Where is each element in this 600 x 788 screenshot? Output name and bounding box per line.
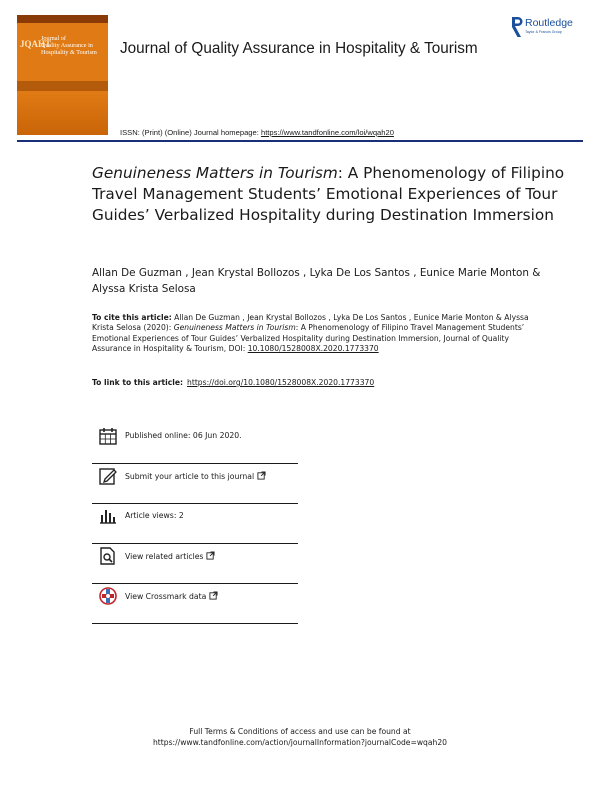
calendar-icon bbox=[98, 426, 118, 446]
external-link-icon bbox=[209, 591, 218, 600]
article-authors: Allan De Guzman , Jean Krystal Bollozos , Lyka De Los Santos , Eunice Marie Monton & Alyssa Krista Selosa bbox=[92, 267, 541, 295]
crossmark-label: View Crossmark data bbox=[125, 592, 207, 601]
footer-terms-text: Full Terms & Conditions of access and use can be found at bbox=[189, 727, 411, 736]
publisher-logo[interactable] bbox=[510, 16, 590, 40]
submit-article-link[interactable] bbox=[125, 471, 266, 481]
row-divider bbox=[92, 623, 298, 624]
publisher-name: Routledge bbox=[525, 17, 573, 29]
article-title-rest: : A Phenomenology of Filipino Travel Management Students’ Emotional Experiences of Tour Guides’ Verbalized Hospitality during Destination Immersion bbox=[92, 164, 565, 224]
routledge-logo-icon bbox=[510, 16, 524, 38]
submit-article-label: Submit your article to this journal bbox=[125, 472, 255, 481]
external-link-icon bbox=[206, 551, 215, 560]
journal-cover-image bbox=[17, 15, 108, 135]
issn-text: ISSN: (Print) (Online) Journal homepage: bbox=[120, 128, 261, 137]
citation-block bbox=[92, 313, 532, 355]
article-views-row bbox=[92, 504, 298, 544]
journal-homepage-link[interactable]: https://www.tandfonline.com/loi/wqah20 bbox=[260, 128, 394, 137]
external-link-icon bbox=[257, 471, 266, 480]
issn-line bbox=[120, 128, 394, 137]
cover-title bbox=[41, 35, 105, 57]
published-online-row bbox=[92, 424, 298, 464]
related-articles-link[interactable] bbox=[125, 551, 215, 561]
journal-title: Journal of Quality Assurance in Hospitality & Tourism bbox=[120, 40, 478, 57]
cover-title-line: Hospitality & Tourism bbox=[41, 49, 97, 57]
bar-chart-icon bbox=[98, 506, 118, 526]
related-articles-icon bbox=[98, 546, 118, 566]
cover-title-line: Quality Assurance in bbox=[41, 42, 93, 50]
related-articles-label: View related articles bbox=[125, 552, 204, 561]
crossmark-row[interactable] bbox=[92, 584, 298, 624]
crossmark-icon bbox=[98, 586, 118, 606]
footer-terms bbox=[0, 726, 600, 748]
article-link-line bbox=[92, 378, 374, 387]
article-title-italic: Genuineness Matters in Tourism bbox=[92, 164, 338, 182]
citation-text-before: Allan De Guzman , Jean Krystal Bollozos , Lyka De Los Santos , Eunice Marie Monton & Alyssa Krista Selosa (2020): bbox=[92, 313, 529, 333]
article-doi-url-link[interactable]: https://doi.org/10.1080/1528008X.2020.1773370 bbox=[187, 378, 375, 387]
article-link-label: To link to this article: bbox=[92, 378, 184, 387]
footer-terms-link[interactable]: https://www.tandfonline.com/action/journalInformation?journalCode=wqah20 bbox=[152, 738, 447, 747]
citation-text-after: : A Phenomenology of Filipino Travel Management Students’ Emotional Experiences of Tour Guides’ Verbalized Hospitality during Destination Immersion, Journal of Quality Assurance in Hospitality & Tourism, DOI: bbox=[92, 323, 525, 354]
publisher-tagline: Taylor & Francis Group bbox=[525, 30, 562, 34]
header-divider bbox=[17, 140, 583, 142]
cover-mid-band bbox=[17, 81, 108, 91]
cover-title-line: Journal of bbox=[41, 35, 66, 42]
related-articles-row[interactable] bbox=[92, 544, 298, 584]
citation-label: To cite this article: bbox=[92, 313, 172, 322]
submit-article-icon bbox=[98, 466, 118, 486]
published-online-text: Published online: 06 Jun 2020. bbox=[125, 431, 242, 440]
article-views-text: Article views: 2 bbox=[125, 511, 184, 520]
crossmark-link[interactable] bbox=[125, 591, 218, 601]
submit-article-row[interactable] bbox=[92, 464, 298, 504]
cover-abbreviation: JQAHT bbox=[20, 39, 52, 49]
cover-lower-panel bbox=[17, 93, 108, 135]
citation-title-italic: Genuineness Matters in Tourism bbox=[173, 323, 296, 333]
citation-doi-link[interactable]: 10.1080/1528008X.2020.1773370 bbox=[247, 344, 379, 354]
cover-top-band bbox=[17, 15, 108, 23]
article-title bbox=[92, 163, 572, 226]
